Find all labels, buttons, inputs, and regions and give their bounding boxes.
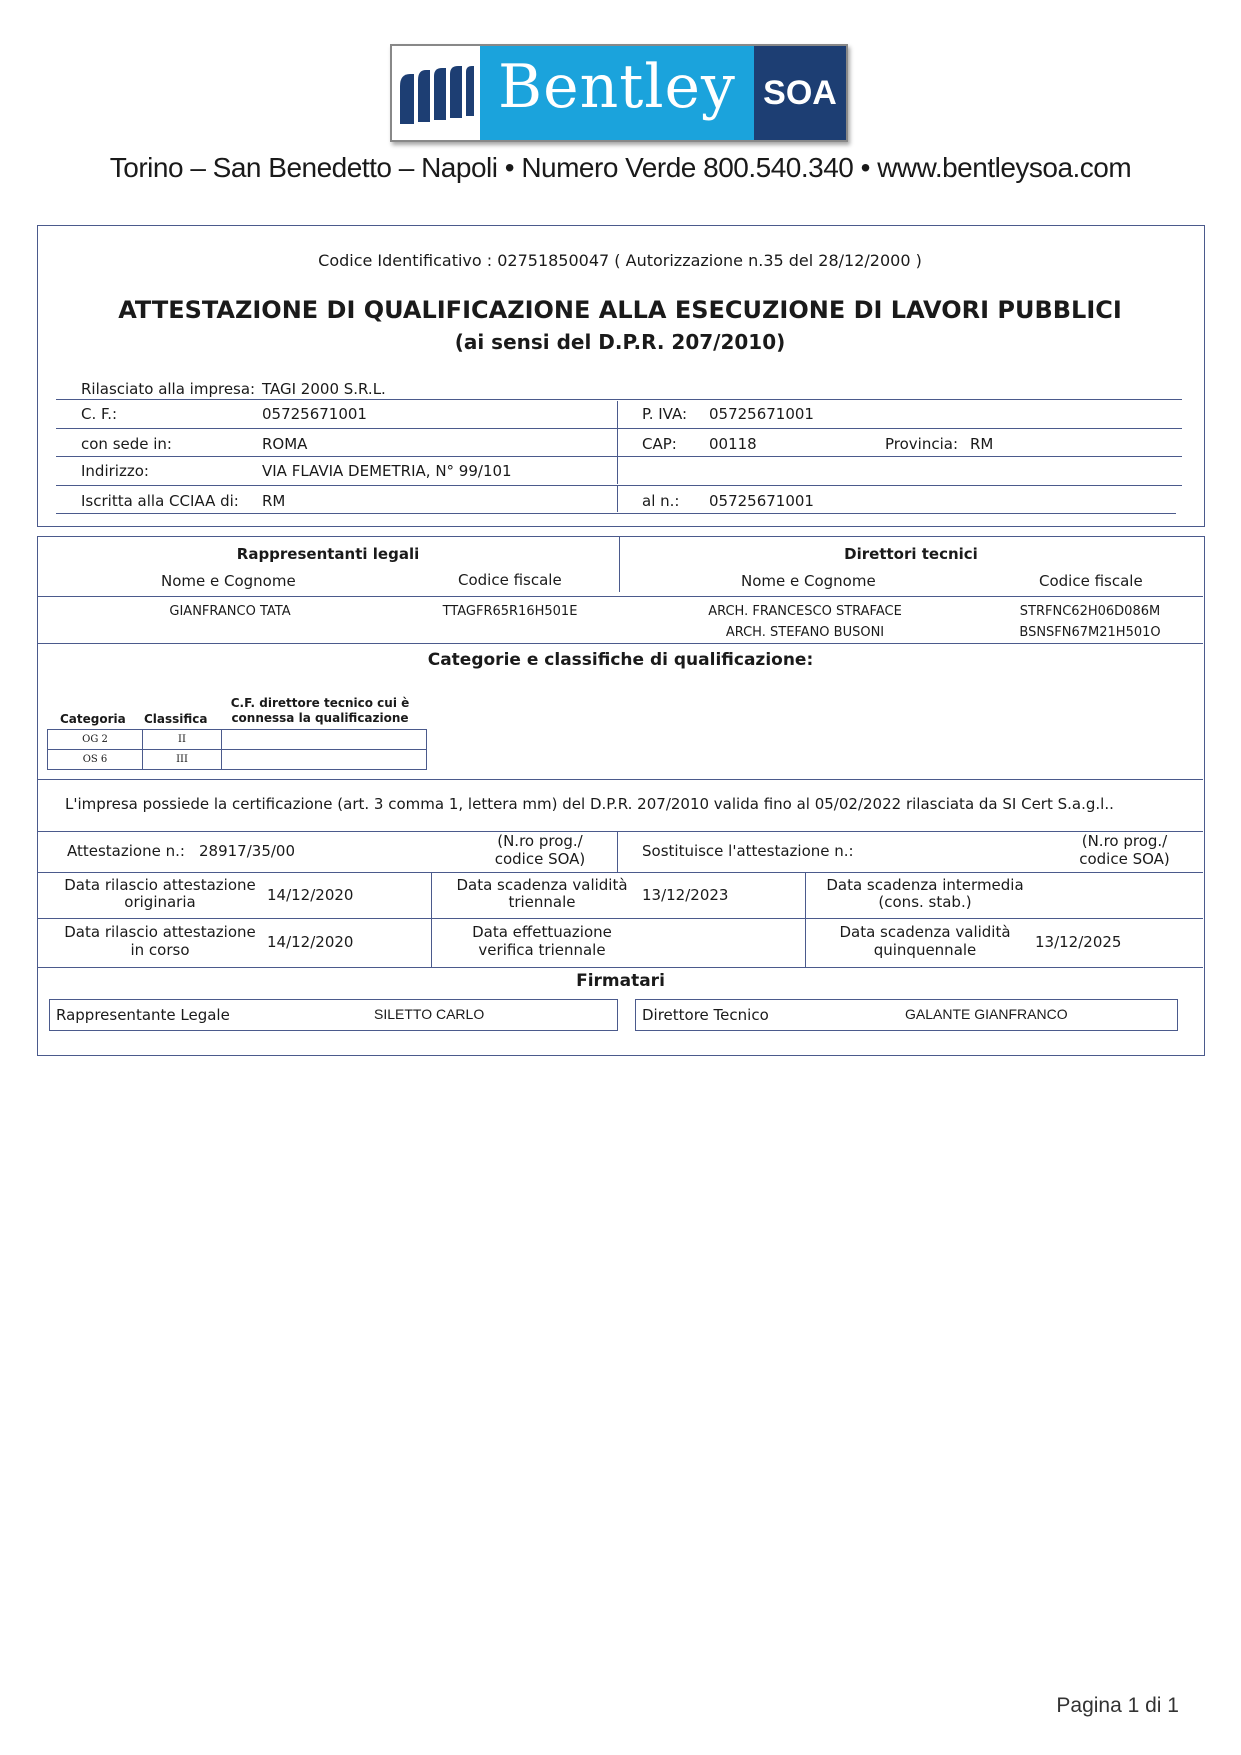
- attestazione-label: Attestazione n.:: [67, 842, 185, 860]
- divider: [56, 485, 1182, 486]
- divider: [38, 643, 1203, 644]
- aln-value: 05725671001: [709, 492, 814, 510]
- cf-direttore-cell: [222, 730, 427, 750]
- sostituisce-label: Sostituisce l'attestazione n.:: [642, 842, 854, 860]
- categoria-cell: OS 6: [48, 750, 143, 770]
- scadenza-triennale-label-line1: Data scadenza validità: [456, 876, 628, 894]
- piva-label: P. IVA:: [642, 405, 688, 423]
- firmatario-direttore-value: GALANTE GIANFRANCO: [905, 1006, 1068, 1022]
- firmatario-direttore-label: Direttore Tecnico: [642, 1006, 769, 1024]
- cciaa-value: RM: [262, 492, 286, 510]
- divider: [56, 456, 1182, 457]
- provincia-value: RM: [970, 435, 994, 453]
- categorie-table: [47, 729, 427, 770]
- divider: [38, 967, 1203, 968]
- firmatario-rappresentante-value: SILETTO CARLO: [374, 1006, 485, 1022]
- rilascio-corso-value: 14/12/2020: [267, 933, 354, 951]
- sostituisce-nro-line2: codice SOA): [1079, 850, 1170, 868]
- attestazione-nro-line1: (N.ro prog./: [497, 832, 583, 850]
- verifica-triennale-label-line2: verifica triennale: [478, 941, 606, 959]
- divider: [56, 513, 1176, 514]
- table-row: [48, 750, 427, 770]
- rappresentante-nome: GIANFRANCO TATA: [169, 604, 291, 619]
- indirizzo-value: VIA FLAVIA DEMETRIA, N° 99/101: [262, 462, 512, 480]
- rappresentante-cf: TTAGFR65R16H501E: [442, 604, 578, 619]
- direttore-cf: STRFNC62H06D086M: [1019, 604, 1161, 619]
- certificate-header-box: [37, 225, 1205, 527]
- scadenza-intermedia-label-line2: (cons. stab.): [878, 893, 972, 911]
- divider: [38, 779, 1203, 780]
- cf-label: C. F.:: [81, 405, 118, 423]
- direttori-heading: Direttori tecnici: [844, 545, 978, 563]
- sede-label: con sede in:: [81, 435, 172, 453]
- aln-label: al n.:: [642, 492, 680, 510]
- cf-direttore-cell: [222, 750, 427, 770]
- attestazione-value: 28917/35/00: [199, 842, 295, 860]
- col-cf-header-line1: C.F. direttore tecnico cui è: [230, 696, 410, 710]
- direttore-nome: ARCH. STEFANO BUSONI: [725, 625, 885, 640]
- firmatari-heading: Firmatari: [576, 971, 665, 991]
- divider: [56, 428, 1182, 429]
- classifica-cell: III: [143, 750, 222, 770]
- rilascio-originaria-label-line1: Data rilascio attestazione: [64, 876, 256, 894]
- piva-value: 05725671001: [709, 405, 814, 423]
- page-number: Pagina 1 di 1: [1056, 1694, 1179, 1717]
- rilascio-originaria-value: 14/12/2020: [267, 886, 354, 904]
- logo-soa-badge: SOA: [754, 46, 846, 140]
- sostituisce-nro-line1: (N.ro prog./: [1081, 832, 1168, 850]
- rilascio-corso-label-line1: Data rilascio attestazione: [64, 923, 256, 941]
- table-row: [48, 730, 427, 750]
- cap-label: CAP:: [642, 435, 677, 453]
- scadenza-intermedia-label-line1: Data scadenza intermedia: [826, 876, 1024, 894]
- cf-value: 05725671001: [262, 405, 367, 423]
- categoria-cell: OG 2: [48, 730, 143, 750]
- divider: [38, 596, 1203, 597]
- rappr-cf-header: Codice fiscale: [458, 571, 562, 589]
- divider: [38, 831, 1203, 832]
- divider: [617, 401, 618, 484]
- provincia-label: Provincia:: [885, 435, 959, 453]
- scadenza-quinquennale-label-line1: Data scadenza validità: [839, 923, 1011, 941]
- categorie-heading: Categorie e classifiche di qualificazione:: [427, 650, 814, 670]
- rilasciato-label: Rilasciato alla impresa:: [81, 380, 256, 398]
- divider: [38, 918, 1203, 919]
- scadenza-triennale-label-line2: triennale: [508, 893, 576, 911]
- divider: [619, 537, 620, 592]
- logo-arches-icon: [392, 46, 486, 140]
- divider: [56, 399, 1182, 400]
- classifica-cell: II: [143, 730, 222, 750]
- header-tagline: Torino – San Benedetto – Napoli • Numero Verde 800.540.340 • www.bentleysoa.com: [109, 152, 1132, 183]
- rilascio-originaria-label-line2: originaria: [124, 893, 196, 911]
- col-cf-header-line2: connessa la qualificazione: [231, 711, 409, 725]
- rappresentanti-heading: Rappresentanti legali: [236, 545, 420, 563]
- divider: [617, 486, 618, 512]
- attestazione-nro-line2: codice SOA): [494, 850, 586, 868]
- logo-wordmark: Bentley: [498, 52, 736, 122]
- rilascio-corso-label-line2: in corso: [130, 941, 190, 959]
- cap-value: 00118: [709, 435, 757, 453]
- col-classifica-header: Classifica: [144, 712, 208, 726]
- divider: [805, 873, 806, 967]
- certificazione-text: L'impresa possiede la certificazione (art. 3 comma 1, lettera mm) del D.P.R. 207/2010 valida fino al 05/02/2022 rilasciata da SI Cert S.a.g.l..: [65, 795, 1114, 813]
- dir-cf-header: Codice fiscale: [1039, 572, 1143, 590]
- indirizzo-label: Indirizzo:: [81, 462, 149, 480]
- verifica-triennale-label-line1: Data effettuazione: [472, 923, 612, 941]
- certificate-title: ATTESTAZIONE DI QUALIFICAZIONE ALLA ESECUZIONE DI LAVORI PUBBLICI: [118, 296, 1122, 324]
- firmatario-rappresentante-label: Rappresentante Legale: [56, 1006, 230, 1024]
- direttore-cf: BSNSFN67M21H501O: [1019, 625, 1161, 640]
- certificate-subtitle: (ai sensi del D.P.R. 207/2010): [454, 330, 786, 354]
- dir-nome-header: Nome e Cognome: [741, 572, 876, 590]
- rappr-nome-header: Nome e Cognome: [161, 572, 296, 590]
- divider: [431, 873, 432, 967]
- bentley-soa-logo: [390, 44, 848, 142]
- scadenza-triennale-value: 13/12/2023: [642, 886, 729, 904]
- scadenza-quinquennale-label-line2: quinquennale: [873, 941, 977, 959]
- cciaa-label: Iscritta alla CCIAA di:: [81, 492, 239, 510]
- sede-value: ROMA: [262, 435, 308, 453]
- rilasciato-value: TAGI 2000 S.R.L.: [262, 380, 386, 398]
- direttore-nome: ARCH. FRANCESCO STRAFACE: [708, 604, 902, 619]
- divider: [617, 832, 618, 872]
- codice-identificativo: Codice Identificativo : 02751850047 ( Autorizzazione n.35 del 28/12/2000 ): [318, 251, 922, 270]
- scadenza-quinquennale-value: 13/12/2025: [1035, 933, 1122, 951]
- divider: [38, 872, 1203, 873]
- col-categoria-header: Categoria: [60, 712, 126, 726]
